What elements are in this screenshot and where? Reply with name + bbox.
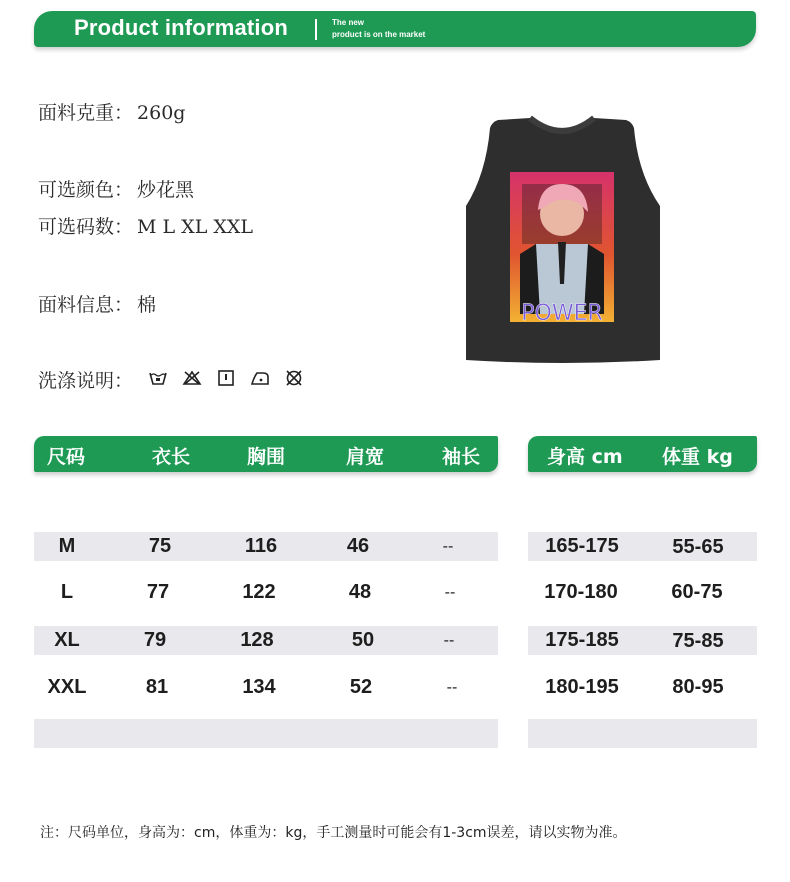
header-size: 尺码 bbox=[47, 446, 86, 468]
info-weight-label: 面料克重： bbox=[38, 102, 134, 124]
info-color bbox=[38, 175, 194, 202]
height-cell: 165-175 bbox=[545, 535, 619, 557]
banner-divider bbox=[315, 19, 317, 40]
weight-cell: 80-95 bbox=[672, 676, 724, 698]
shoulder-cell: 50 bbox=[351, 629, 375, 651]
info-sizes-value: M L XL XXL bbox=[137, 216, 254, 238]
info-color-label: 可选颜色： bbox=[38, 179, 134, 201]
iron-icon bbox=[250, 369, 270, 387]
weight-cell: 55-65 bbox=[672, 536, 724, 558]
shoulder-cell: 48 bbox=[348, 581, 372, 603]
chest-cell: 134 bbox=[242, 676, 276, 698]
header-length: 衣长 bbox=[152, 446, 191, 468]
chest-cell: 122 bbox=[242, 581, 276, 603]
measurement-note: 注：尺码单位，身高为：cm，体重为：kg，手工测量时可能会有1-3cm误差，请以实物为准。 bbox=[40, 825, 627, 841]
info-weight bbox=[38, 98, 185, 125]
fit-row-bg bbox=[528, 719, 757, 748]
fit-table-header bbox=[528, 436, 757, 472]
sleeve-cell: -- bbox=[446, 679, 458, 696]
size-table-header bbox=[34, 436, 498, 472]
shirt-graphic-text: POWER bbox=[521, 301, 603, 326]
sleeve-cell: -- bbox=[442, 538, 454, 555]
sleeve-cell: -- bbox=[443, 632, 455, 649]
header-height: 身高 cm bbox=[547, 446, 623, 468]
info-color-value: 炒花黑 bbox=[137, 179, 195, 201]
header-banner bbox=[34, 11, 756, 47]
info-wash-label: 洗涤说明： bbox=[38, 370, 134, 392]
length-cell: 79 bbox=[143, 629, 167, 651]
height-cell: 170-180 bbox=[544, 581, 618, 603]
info-wash bbox=[38, 366, 137, 393]
length-cell: 75 bbox=[148, 535, 172, 557]
chest-cell: 116 bbox=[244, 535, 278, 557]
shoulder-cell: 46 bbox=[346, 535, 370, 557]
info-fabric-value: 棉 bbox=[137, 294, 157, 316]
header-chest: 胸围 bbox=[247, 446, 286, 468]
weight-cell: 60-75 bbox=[671, 581, 723, 603]
height-cell: 175-185 bbox=[545, 629, 619, 651]
size-cell: XL bbox=[54, 629, 80, 651]
info-fabric bbox=[38, 290, 156, 317]
info-fabric-label: 面料信息： bbox=[38, 294, 134, 316]
header-weight: 体重 kg bbox=[662, 446, 733, 468]
info-sizes bbox=[38, 212, 253, 239]
banner-subtitle-line1: The new bbox=[332, 18, 365, 27]
size-cell: L bbox=[60, 581, 74, 603]
size-row-bg bbox=[34, 719, 498, 748]
care-icons bbox=[148, 369, 304, 387]
no-dry-clean-icon bbox=[284, 369, 304, 387]
header-shoulder: 肩宽 bbox=[346, 446, 385, 468]
banner-subtitle-line2: product is on the market bbox=[332, 30, 426, 39]
banner-title: Product information bbox=[74, 15, 289, 40]
sleeve-cell: -- bbox=[444, 584, 456, 601]
size-cell: XXL bbox=[47, 676, 87, 698]
banner-subtitle bbox=[332, 17, 425, 41]
no-bleach-icon bbox=[182, 369, 202, 387]
height-cell: 180-195 bbox=[545, 676, 619, 698]
size-cell: M bbox=[58, 535, 76, 557]
tank-top-image bbox=[462, 114, 662, 364]
length-cell: 77 bbox=[146, 581, 170, 603]
header-sleeve: 袖长 bbox=[442, 446, 481, 468]
length-cell: 81 bbox=[145, 676, 169, 698]
chest-cell: 128 bbox=[240, 629, 274, 651]
shoulder-cell: 52 bbox=[349, 676, 373, 698]
info-sizes-label: 可选码数： bbox=[38, 216, 134, 238]
info-weight-value: 260g bbox=[137, 102, 186, 124]
wash-tub-icon bbox=[148, 369, 168, 387]
weight-cell: 75-85 bbox=[672, 630, 724, 652]
tumble-dry-icon bbox=[216, 369, 236, 387]
